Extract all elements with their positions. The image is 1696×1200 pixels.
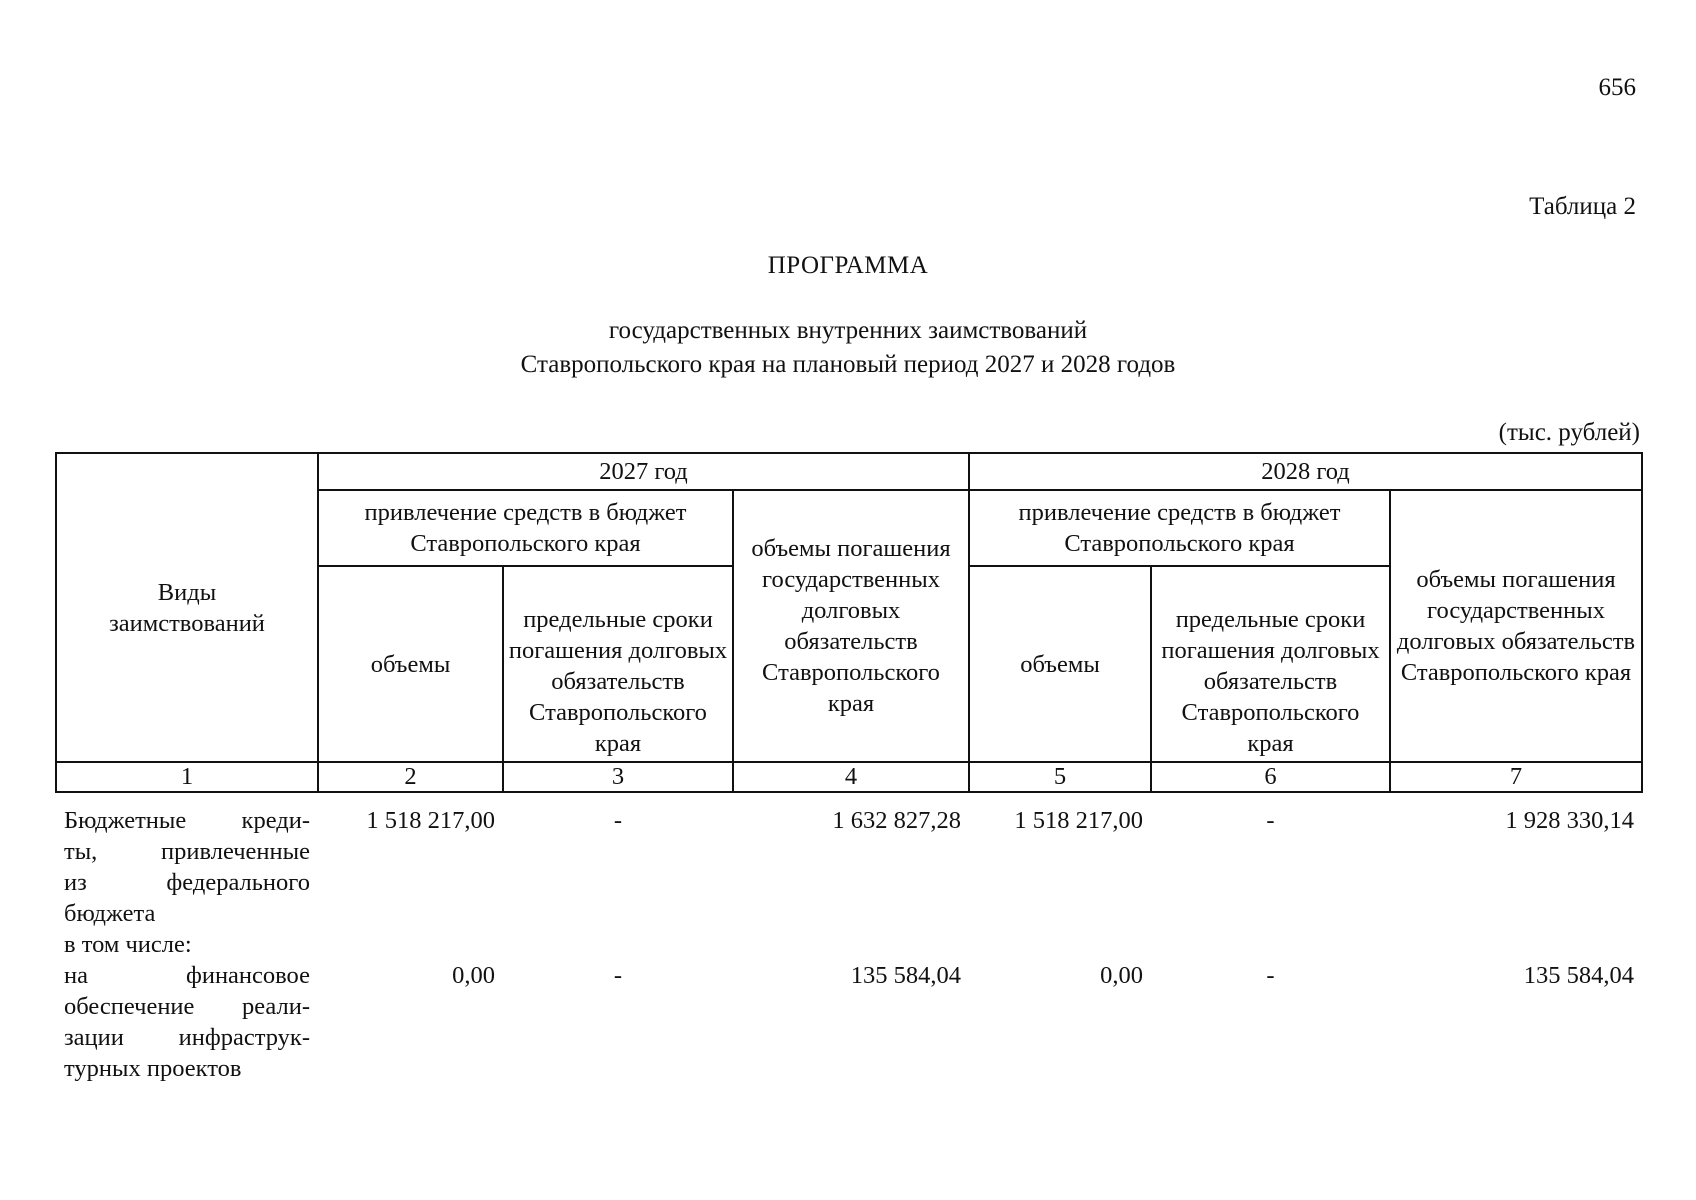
header-attraction-2028: привлечение средств в бюджет Ставропольского края bbox=[969, 490, 1390, 566]
column-number: 2 bbox=[318, 762, 503, 792]
cell-deadline-2028: - bbox=[1266, 807, 1275, 834]
document-subtitle bbox=[0, 314, 1696, 382]
cell-volume-2028: 0,00 bbox=[1100, 962, 1143, 989]
cell-deadline-2027: - bbox=[613, 807, 623, 834]
header-year-2028: 2028 год bbox=[969, 453, 1642, 490]
row-label-line: на финансовое bbox=[64, 962, 310, 989]
row-label-line: зации инфраструк- bbox=[64, 1024, 310, 1051]
column-number: 3 bbox=[503, 762, 733, 792]
header-volumes-2028: объемы bbox=[969, 566, 1151, 762]
header-volumes-2027: объемы bbox=[318, 566, 503, 762]
header-deadlines-2027: предельные сроки погашения долговых обязательств Ставропольского края bbox=[503, 566, 733, 762]
cell-deadline-2028: - bbox=[1266, 962, 1275, 989]
subtitle-line-1: государственных внутренних заимствований bbox=[608, 317, 1088, 344]
row-label-line: из федерального bbox=[64, 869, 310, 896]
column-number: 1 bbox=[56, 762, 318, 792]
column-number: 5 bbox=[969, 762, 1151, 792]
table-row bbox=[56, 792, 1642, 960]
table-row bbox=[56, 960, 1642, 1084]
cell-repayment-2028: 135 584,04 bbox=[1523, 962, 1634, 989]
units-note: (тыс. рублей) bbox=[1498, 419, 1640, 446]
cell-volume-2027: 1 518 217,00 bbox=[366, 807, 495, 834]
column-number: 6 bbox=[1151, 762, 1390, 792]
column-number: 7 bbox=[1390, 762, 1642, 792]
row-label-line: Бюджетные креди- bbox=[64, 807, 310, 834]
header-repayment-2027: объемы погашения государственных долговых обязательств Ставропольского края bbox=[733, 490, 969, 762]
header-deadlines-2028: предельные сроки погашения долговых обязательств Ставропольского края bbox=[1151, 566, 1390, 762]
row-label-line: в том числе: bbox=[64, 931, 192, 958]
row-label bbox=[56, 960, 318, 1084]
column-number: 4 bbox=[733, 762, 969, 792]
subtitle-line-2: Ставропольского края на плановый период 2027 и 2028 годов bbox=[520, 351, 1176, 378]
borrowing-program-table bbox=[55, 452, 1643, 1084]
cell-repayment-2028: 1 928 330,14 bbox=[1505, 807, 1634, 834]
header-year-2027: 2027 год bbox=[318, 453, 969, 490]
header-repayment-2028: объемы погашения государственных долговых обязательств Ставропольского края bbox=[1390, 490, 1642, 762]
row-label-line: турных проектов bbox=[64, 1055, 242, 1082]
cell-repayment-2027: 1 632 827,28 bbox=[832, 807, 961, 834]
cell-volume-2027: 0,00 bbox=[452, 962, 495, 989]
cell-deadline-2027: - bbox=[613, 962, 623, 989]
row-label-line: бюджета bbox=[64, 900, 156, 927]
header-attraction-2027: привлечение средств в бюджет Ставропольского края bbox=[318, 490, 733, 566]
row-label-line: ты, привлеченные bbox=[64, 838, 310, 865]
cell-repayment-2027: 135 584,04 bbox=[850, 962, 961, 989]
table-caption: Таблица 2 bbox=[1529, 193, 1636, 220]
header-kinds: Виды заимствований bbox=[56, 453, 318, 762]
row-label-line: обеспечение реали- bbox=[64, 993, 310, 1020]
cell-volume-2028: 1 518 217,00 bbox=[1014, 807, 1143, 834]
row-label bbox=[56, 792, 318, 960]
document-title: ПРОГРАММА bbox=[767, 252, 929, 279]
page-number: 656 bbox=[1598, 74, 1636, 101]
